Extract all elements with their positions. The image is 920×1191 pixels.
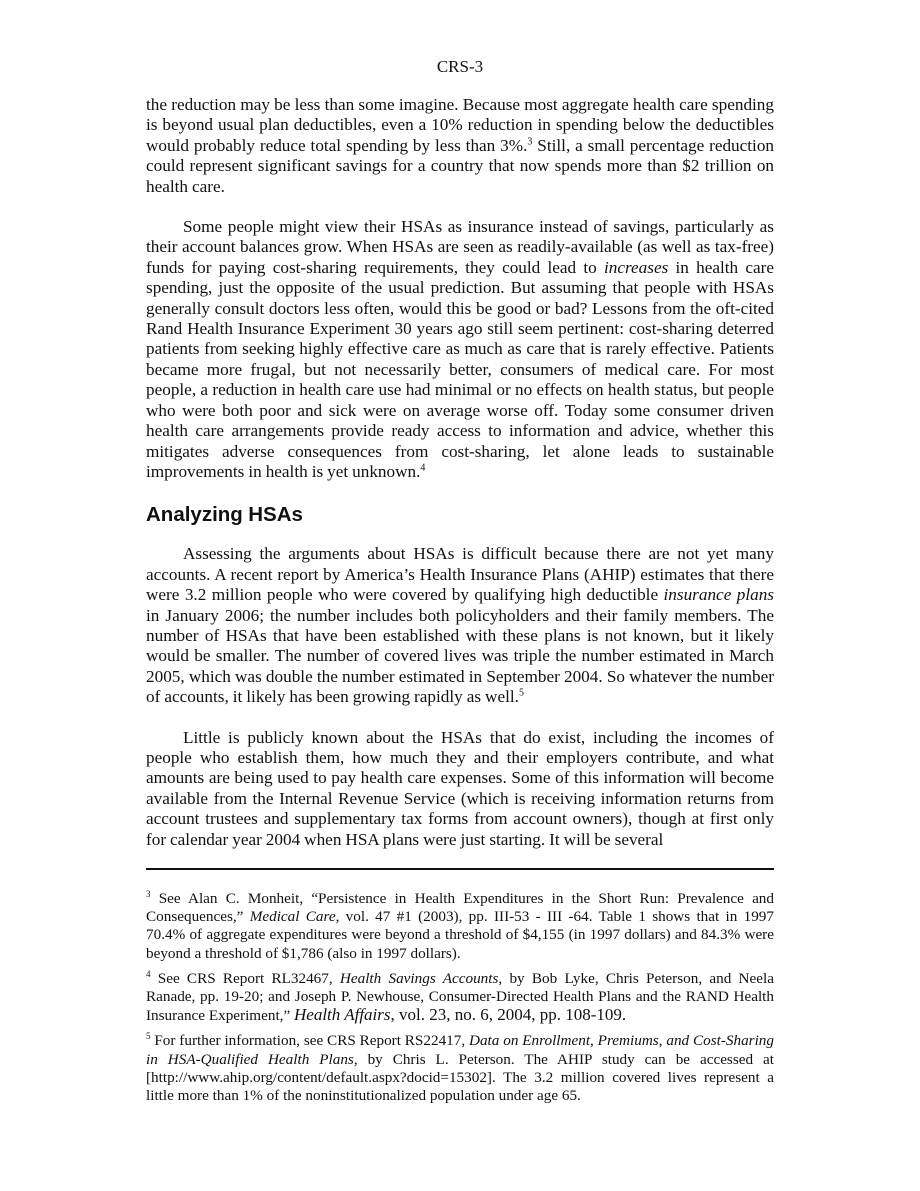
footnote-ref-4[interactable]: 4 bbox=[420, 462, 426, 474]
footnote-4: $^4$ See CRS Report RL32467, Health Savings Accounts, by Bob Lyke, Chris Peterson, and Neela Ranade, pp. 19-20; and Joseph P. Newhouse, Consumer-Directed Health Plans and the RAND Health Insurance Experiment,” Health Affairs, vol. 23, no. 6, 2004, pp. 108-109. bbox=[146, 968, 774, 1025]
body-text bbox=[146, 95, 774, 850]
footnote-5: $^5$ For further information, see CRS Report RS22417, Data on Enrollment, Premiums, and Cost-Sharing in HSA-Qualified Health Plans, by Chris L. Peterson. The AHIP study can be accessed at [http://www.ahip.org/content/default.aspx?docid=15302]. The 3.2 million covered lives represent a little more than 1% of the noninstitutionalized population under age 65. bbox=[146, 1031, 774, 1105]
paragraph-little-known: Little is publicly known about the HSAs that do exist, including the incomes of people who establish them, how much they and their employers contribute, and what amounts are being used to pay health care expenses. Some of this information will become available from the Internal Revenue Service (which is receiving information returns from account trustees and supplementary tax forms from account owners), though at first only for calendar year 2004 when HSA plans were just starting. It will be several bbox=[146, 727, 774, 849]
page-number-header: CRS-3 bbox=[436, 57, 484, 76]
paragraph-assessing-arguments: Assessing the arguments about HSAs is difficult because there are not yet many accounts. A recent report by America’s Health Insurance Plans (AHIP) estimates that there were 3.2 million people who were covered by qualifying high deductible insurance plans in January 2006; the number includes both policyholders and their family members. The number of HSAs that have been established with these plans is not known, but it likely would be smaller. The number of covered lives was triple the number estimated in March 2005, which was double the number estimated in September 2004. So whatever the number of accounts, it likely has been growing rapidly as well.$^5$ bbox=[146, 544, 774, 707]
paragraph-hsa-insurance: Some people might view their HSAs as insurance instead of savings, particularly as their account balances grow. When HSAs are seen as readily-available (as well as tax-free) funds for paying cost-sharing requirements, they could lead to increases in health care spending, just the opposite of the usual prediction. But assuming that people with HSAs generally consult doctors less often, would this be good or bad? Lessons from the oft-cited Rand Health Insurance Experiment 30 years ago still seem pertinent: cost-sharing deterred patients from seeking highly effective care as much as care that is rarely effective. Patients became more frugal, but not necessarily better, consumers of medical care. For most people, a reduction in health care use had minimal or no effects on health status, but people who were both poor and sick were on average worse off. Today some consumer driven health care arrangements provide ready access to information and advice, whether this mitigates adverse consequences from cost-sharing, let alone leads to sustainable improvements in health is yet unknown.$^4$ bbox=[146, 217, 774, 481]
footnote-separator bbox=[146, 868, 774, 870]
footnotes bbox=[146, 890, 774, 1112]
section-heading: Analyzing HSAs bbox=[146, 503, 303, 527]
paragraph-continued: the reduction may be less than some imagine. Because most aggregate health care spending is beyond usual plan deductibles, even a 10% reduction in spending below the deductibles would probably reduce total spending by less than 3%.$^3$ Still, a small percentage reduction could represent significant savings for a country that now spends more than $2 trillion on health care. bbox=[146, 95, 775, 196]
footnote-ref-3[interactable]: 3 bbox=[527, 136, 533, 148]
footnote-3: $^3$ See Alan C. Monheit, “Persistence in Health Expenditures in the Short Run: Prevalence and Consequences,” Medical Care, vol. 47 #1 (2003), pp. III-53 - III -64. Table 1 shows that in 1997 70.4% of aggregate expenditures were beyond a threshold of $4,155 (in 1997 dollars) and 84.3% were beyond a threshold of $1,786 (also in 1997 dollars). bbox=[146, 888, 774, 962]
footnote-ref-5[interactable]: 5 bbox=[518, 687, 524, 699]
